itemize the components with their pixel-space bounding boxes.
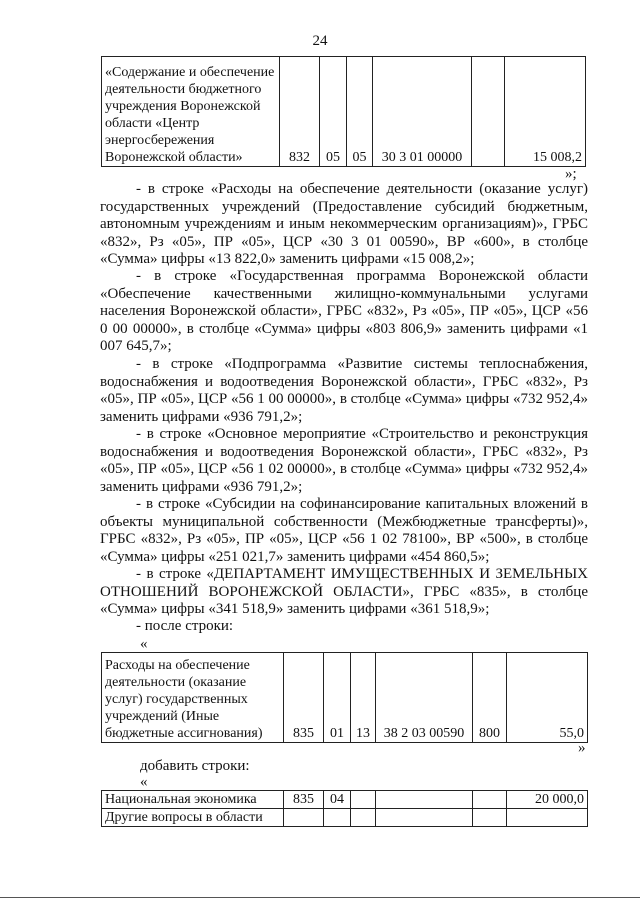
table-row [102,791,588,809]
table-row [102,653,588,743]
page-bottom-edge [0,897,640,898]
rz-cell: 04 [324,791,351,809]
grbs-cell: 832 [280,57,320,167]
table-row [102,809,588,827]
row-name-cell: Национальная экономика [102,791,284,809]
rz-cell: 05 [320,57,347,167]
paragraph: - в строке «Государственная программа Воронежской области «Обеспечение качественными жилищно-коммунальными услугами населения Воронежской области», ГРБС «832», Рз «05», ПР «05», ЦСР «56 0 00 00000», в столбце «Сумма» цифры «803 806,9» заменить цифрами «1 007 645,7»; [100,268,588,354]
paragraph: - в строке «Основное мероприятие «Строительство и реконструкция водоснабжения и водоотведения Воронежской области», ГРБС «832», Рз «05», ПР «05», ЦСР «56 1 02 00000», в столбце «Сумма» цифры «732 952,4» заменить цифрами «936 791,2»; [100,426,588,495]
budget-table-top [101,56,586,167]
paragraph: - в строке «Подпрограмма «Развитие системы теплоснабжения, водоснабжения и водоотведения Воронежской области», ГРБС «832», Рз «05», ПР «05», ЦСР «56 1 00 00000», в столбце «Сумма» цифры «732 952,4» заменить цифрами «936 791,2»; [100,356,588,425]
closing-quote-mark: » [578,740,586,756]
vr-cell [473,809,507,827]
csr-cell: 30 3 01 00000 [373,57,472,167]
budget-table-new-rows [101,790,588,827]
sum-cell: 55,0 [507,653,588,743]
csr-cell [376,791,473,809]
vr-cell [472,57,505,167]
table-row [102,57,586,167]
paragraph: - в строке «Расходы на обеспечение деятельности (оказание услуг) государственных учреждений (Предоставление субсидий бюджетным, автономным учреждениям и иным некоммерческим организациям)», ГРБС «832», Рз «05», ПР «05», ЦСР «30 3 01 00590», ВР «600», в столбце «Сумма» цифры «13 822,0» заменить цифрами «15 008,2»; [100,181,588,267]
grbs-cell: 835 [284,653,324,743]
csr-cell [376,809,473,827]
paragraph: - в строке «Субсидии на софинансирование капитальных вложений в объекты муниципальной собственности (Межбюджетные трансферты)», ГРБС «832», Рз «05», ПР «05», ЦСР «56 1 02 78100», ВР «500», в столбце «Сумма» цифры «251 021,7» заменить цифрами «454 860,5»; [100,496,588,565]
budget-table-existing-row [101,652,588,743]
opening-quote-mark: « [140,774,148,790]
rz-cell: 01 [324,653,351,743]
after-line-label: - после строки: [136,618,234,634]
sum-cell: 15 008,2 [505,57,586,167]
row-name-cell: Расходы на обеспечение деятельности (оказание услуг) государственных учреждений (Иные бюджетные ассигнования) [102,653,284,743]
pr-cell [351,791,376,809]
vr-cell: 800 [473,653,507,743]
sum-cell [507,809,588,827]
pr-cell: 05 [347,57,373,167]
row-name-cell: Другие вопросы в области [102,809,284,827]
sum-cell: 20 000,0 [507,791,588,809]
grbs-cell: 835 [284,791,324,809]
row-name-cell: «Содержание и обеспечение деятельности бюджетного учреждения Воронежской области «Центр энергосбережения Воронежской области» [102,57,280,167]
page-number: 24 [312,33,328,49]
rz-cell [324,809,351,827]
pr-cell [351,809,376,827]
add-rows-label: добавить строки: [140,758,250,774]
csr-cell: 38 2 03 00590 [376,653,473,743]
closing-quote-mark: »; [565,166,577,182]
vr-cell [473,791,507,809]
pr-cell: 13 [351,653,376,743]
paragraph: - в строке «ДЕПАРТАМЕНТ ИМУЩЕСТВЕННЫХ И ЗЕМЕЛЬНЫХ ОТНОШЕНИЙ ВОРОНЕЖСКОЙ ОБЛАСТИ», ГРБС «835», в столбце «Сумма» цифры «341 518,9» заменить цифрами «361 518,9»; [100,566,588,617]
opening-quote-mark: « [140,636,148,652]
grbs-cell [284,809,324,827]
